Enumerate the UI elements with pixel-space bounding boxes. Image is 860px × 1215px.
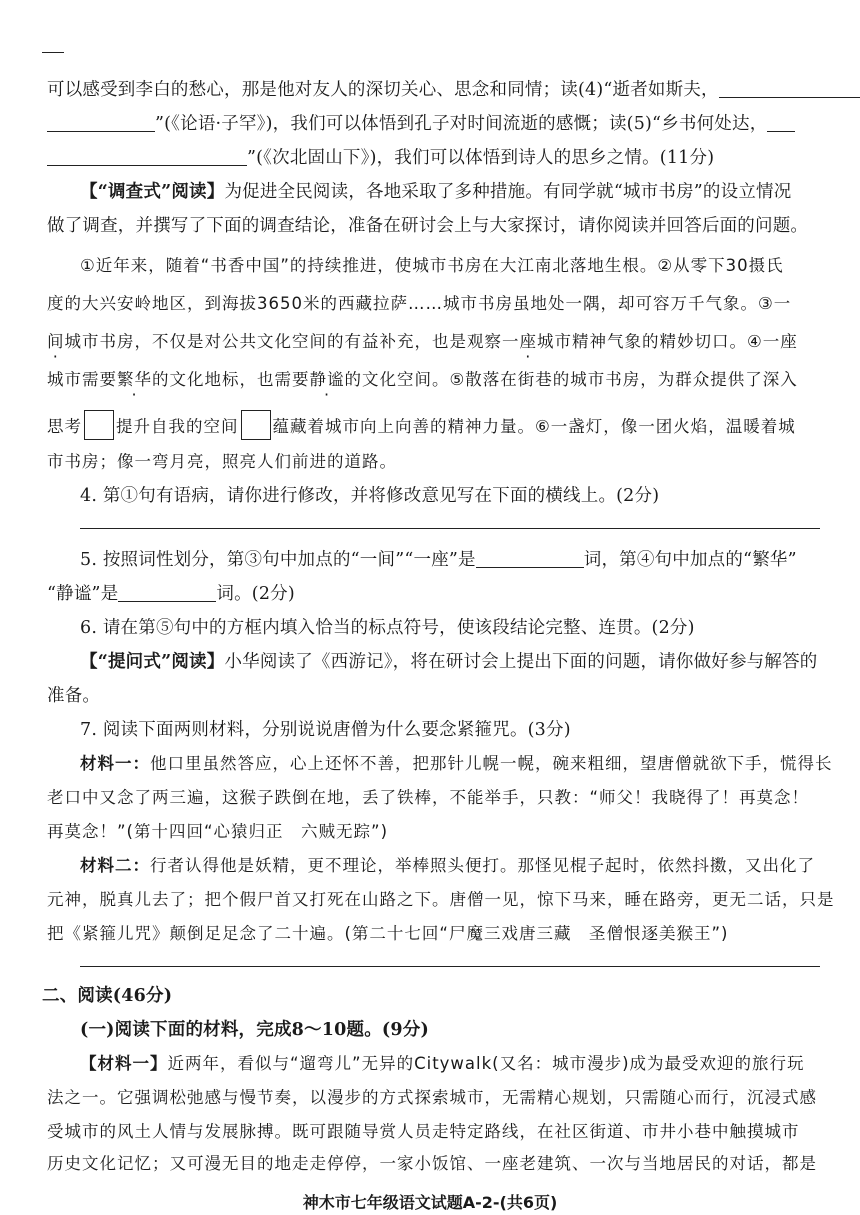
material-line bbox=[80, 854, 820, 878]
passage-line: 受城市的风土人情与发展脉搏。既可跟随导赏人员走特定路线，在社区街道、市井小巷中触摸城市 bbox=[47, 1122, 800, 1141]
fill-blank[interactable] bbox=[476, 549, 584, 568]
dotted-word: 间 bbox=[47, 332, 65, 351]
passage-line bbox=[47, 410, 820, 440]
material-line: 再莫念！”(第十四回“心猿归正 六贼无踪”) bbox=[47, 822, 389, 841]
question-5 bbox=[80, 548, 820, 572]
material-label: 材料一： bbox=[80, 754, 150, 773]
text: 蕴藏着城市向上向善的精神力量。⑥一盏灯，像一团火焰，温暖着城 bbox=[272, 417, 796, 436]
section-heading: 【“调查式”阅读】 bbox=[80, 182, 225, 202]
question-6: 6. 请在第⑤句中的方框内填入恰当的标点符号，使该段结论完整、连贯。(2分) bbox=[80, 618, 695, 638]
subsection-title: (一)阅读下面的材料，完成8～10题。(9分) bbox=[80, 1020, 429, 1040]
passage-line bbox=[47, 368, 820, 392]
text-line: 准备。 bbox=[47, 686, 101, 706]
question-4: 4. 第①句有语病，请你进行修改，并将修改意见写在下面的横线上。(2分) bbox=[80, 486, 660, 506]
text: 词，第④句中加点的“繁华” bbox=[583, 550, 797, 570]
text-line bbox=[80, 650, 820, 674]
answer-line[interactable] bbox=[80, 966, 820, 967]
text: 词。(2分) bbox=[216, 584, 295, 604]
passage-line: 度的大兴安岭地区，到海拔3650米的西藏拉萨……城市书房虽地处一隅，却可容万千气象。③一 bbox=[47, 294, 792, 313]
text: “静谧”是 bbox=[47, 584, 119, 604]
fill-blank[interactable] bbox=[47, 113, 155, 132]
material-label: 材料二： bbox=[80, 856, 150, 875]
passage-line bbox=[80, 1052, 820, 1076]
text: 行者认得他是妖精，更不理论，举棒照头便打。那怪见棍子起时，依然抖擞，又出化了 bbox=[150, 856, 815, 875]
dotted-word: 繁华 bbox=[117, 370, 152, 389]
fill-blank[interactable] bbox=[118, 583, 216, 602]
punctuation-box[interactable] bbox=[84, 410, 114, 440]
text: 提升自我的空间 bbox=[116, 417, 239, 436]
fill-blank[interactable] bbox=[47, 147, 247, 166]
text: 5. 按照词性划分，第③句中加点的“一间”“一座”是 bbox=[80, 550, 476, 570]
section-heading: 【“提问式”阅读】 bbox=[80, 652, 225, 672]
question-5-cont bbox=[47, 582, 820, 606]
text-line bbox=[47, 146, 820, 170]
dotted-word: 静谧 bbox=[309, 370, 345, 389]
dotted-word: 座 bbox=[519, 332, 537, 351]
text: 近两年，看似与“遛弯儿”无异的Citywalk(又名：城市漫步)成为最受欢迎的旅行玩 bbox=[167, 1054, 805, 1073]
text: 城市需要 bbox=[47, 370, 117, 389]
text: ”(《次北固山下》)，我们可以体悟到诗人的思乡之情。(11分) bbox=[247, 148, 715, 168]
text-line bbox=[80, 180, 820, 204]
text-line: 做了调查，并撰写了下面的调查结论，准备在研讨会上与大家探讨，请你阅读并回答后面的问题。 bbox=[47, 216, 809, 236]
material-line: 把《紧箍儿咒》颠倒足足念了二十遍。(第二十七回“尸魔三戏唐三藏 圣僧恨逐美猴王”) bbox=[47, 924, 729, 943]
material-line bbox=[80, 752, 833, 776]
text-line bbox=[47, 78, 820, 102]
passage-line: 市书房；像一弯月亮，照亮人们前进的道路。 bbox=[47, 452, 397, 471]
text-line bbox=[47, 112, 820, 136]
passage-line: 历史文化记忆；又可漫无目的地走走停停，一家小饭馆、一座老建筑、一次与当地居民的对话，都是 bbox=[47, 1154, 817, 1173]
answer-line[interactable] bbox=[80, 528, 820, 529]
material-line: 老口中又念了两三遍，这猴子跌倒在地，丢了铁棒，不能举手，只教：“师父！我晓得了！再莫念！ bbox=[47, 788, 810, 807]
material-label: 【材料一】 bbox=[80, 1054, 168, 1073]
text: ”(《论语·子罕》)，我们可以体悟到孔子对时间流逝的感慨；读(5)“乡书何处达， bbox=[155, 114, 768, 134]
text: 城市书房，不仅是对公共文化空间的有益补充，也是观察一 bbox=[64, 332, 520, 351]
fill-blank[interactable] bbox=[767, 113, 795, 132]
text: 的文化地标，也需要 bbox=[152, 370, 310, 389]
text: 的文化空间。⑤散落在街巷的城市书房，为群众提供了深入 bbox=[344, 370, 798, 389]
top-rule bbox=[42, 52, 64, 53]
page-footer: 神木市七年级语文试题A-2-(共6页) bbox=[302, 1193, 558, 1212]
question-7: 7. 阅读下面两则材料，分别说说唐僧为什么要念紧箍咒。(3分) bbox=[80, 720, 571, 740]
text: 可以感受到李白的愁心，那是他对友人的深切关心、思念和同情；读(4)“逝者如斯夫， bbox=[47, 80, 719, 100]
text: 思考 bbox=[47, 417, 82, 436]
punctuation-box[interactable] bbox=[241, 410, 271, 440]
material-line: 元神，脱真儿去了；把个假尸首又打死在山路之下。唐僧一见，惊下马来，睡在路旁，更无二话，只是 bbox=[47, 890, 835, 909]
passage-line bbox=[47, 330, 820, 354]
text: 城市精神气象的精妙切口。④一座 bbox=[537, 332, 798, 351]
text: 为促进全民阅读，各地采取了多种措施。有同学就“城市书房”的设立情况 bbox=[224, 182, 792, 202]
passage-line: 法之一。它强调松弛感与慢节奏，以漫步的方式探索城市，无需精心规划，只需随心而行，沉浸式感 bbox=[47, 1088, 817, 1107]
text: 他口里虽然答应，心上还怀不善，把那针儿幌一幌，碗来粗细，望唐僧就欲下手，慌得长 bbox=[150, 754, 833, 773]
passage-line: ①近年来，随着“书香中国”的持续推进，使城市书房在大江南北落地生根。②从零下30摄氏 bbox=[80, 256, 784, 275]
fill-blank[interactable] bbox=[719, 79, 860, 98]
text: 小华阅读了《西游记》，将在研讨会上提出下面的问题，请你做好参与解答的 bbox=[224, 652, 818, 672]
section-title: 二、阅读(46分) bbox=[42, 986, 173, 1006]
